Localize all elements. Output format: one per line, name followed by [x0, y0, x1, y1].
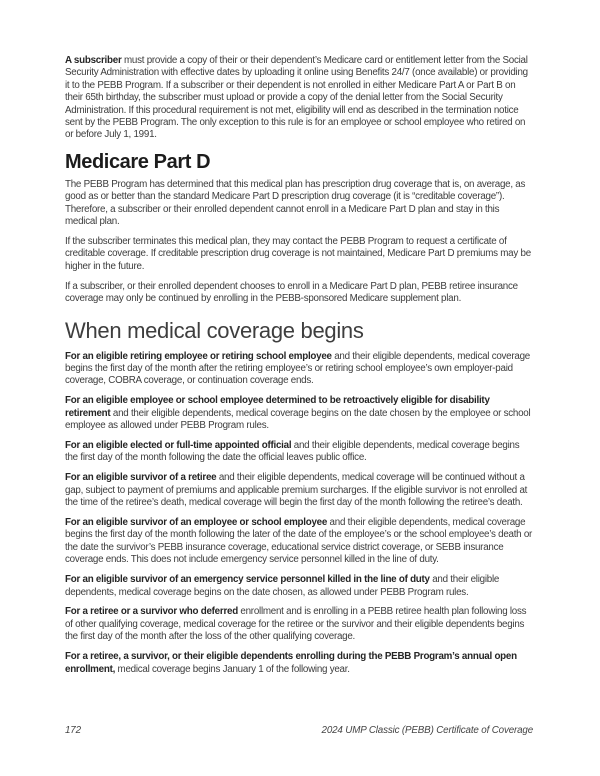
paragraph-bold-lead: For a retiree or a survivor who deferred [65, 606, 238, 618]
paragraph-text: and their eligible dependents, medical coverage will be continued without a gap, subject to payment of premiums and applicable premium surcharges. If the eligible survivor is not enrolled at the time of the retiree’s death, medical coverage will begin the first day of the month following the retiree’s death. [65, 472, 528, 509]
paragraph-bold-lead: For an eligible survivor of a retiree [65, 472, 217, 484]
body-paragraph [65, 440, 533, 465]
body-paragraph: If a subscriber, or their enrolled dependent chooses to enroll in a Medicare Part D plan, PEBB retiree insurance coverage may only be continued by enrolling in the PEBB-sponsored Medicare supplement plan. [65, 280, 518, 305]
intro-bold-lead: A subscriber [65, 55, 122, 66]
paragraph-bold-lead: For an eligible employee or school employee determined to be retroactively eligible for disability retirement [65, 395, 490, 419]
footer-doc-title: 2024 UMP Classic (PEBB) Certificate of Coverage [321, 725, 533, 736]
body-paragraph: If the subscriber terminates this medical plan, they may contact the PEBB Program to request a certificate of creditable coverage. If creditable prescription drug coverage is not maintained, Medicare Part D premiums may be higher in the future. [65, 235, 531, 272]
paragraph-text: medical coverage begins January 1 of the following year. [115, 663, 350, 675]
body-paragraph [65, 395, 533, 432]
paragraph-bold-lead: For an eligible survivor of an emergency service personnel killed in the line of duty [65, 574, 430, 586]
body-paragraph [65, 651, 533, 676]
intro-paragraph-text: must provide a copy of their or their dependent’s Medicare card or entitlement letter from the Social Security Administration with effective dates by uploading it online using Benefits 24/7 (once available) or providing it to the PEBB Program. If a subscriber or their dependent is not enrolled in either Medicare Part A or Part B on their 65th birthday, the subscriber must upload or provide a copy of the denial letter from the Social Security Administration. If this procedural requirement is not met, eligibility will end as described in the termination notice sent by the PEBB Program. The only exception to this rule is for an employee or school employee who retired on or before July 1, 1991. [65, 55, 528, 141]
page-footer [65, 725, 533, 736]
intro-paragraph [65, 55, 533, 142]
body-paragraph [65, 351, 533, 388]
paragraph-bold-lead: For an eligible survivor of an employee or school employee [65, 516, 328, 528]
body-paragraph [65, 606, 533, 643]
footer-page-number: 172 [65, 725, 81, 736]
body-paragraph: The PEBB Program has determined that this medical plan has prescription drug coverage that is, on average, as good as or better than the standard Medicare Part D prescription drug coverage (it is “creditable coverage”). Therefore, a subscriber or their enrolled dependent cannot enroll in a Medicare Part D plan and stay in this medical plan. [65, 178, 526, 228]
heading-when-medical-coverage-begins: When medical coverage begins [65, 317, 364, 343]
body-paragraph [65, 574, 533, 599]
paragraph-text: and their eligible dependents, medical coverage begins on the date chosen, as allowed under PEBB Program rules. [65, 574, 500, 598]
paragraph-bold-lead: For a retiree, a survivor, or their eligible dependents enrolling during the PEBB Program’s annual open enrollment, [65, 651, 517, 675]
body-paragraph [65, 472, 533, 509]
paragraph-text: and their eligible dependents, medical coverage begins on the date chosen by the employee or school employee as allowed under PEBB Program rules. [65, 407, 531, 432]
heading-medicare-part-d: Medicare Part D [65, 150, 211, 173]
paragraph-text: and their eligible dependents, medical coverage begins the first day of the month following the date the official leaves public office. [65, 439, 520, 464]
paragraph-text: and their eligible dependents, medical coverage begins the first day of the month after the retiring employee’s or retiring school employee’s own employer-paid coverage, COBRA coverage, or continuation coverage ends. [65, 350, 530, 387]
paragraph-text: and their eligible dependents, medical coverage begins the first day of the month following the later of the date of the employee’s or the school employee’s death or the date the survivor’s PEBB insurance coverage, educational service district coverage, or SEBB insurance coverage ends. This does not include emergency service personnel killed in the line of duty. [65, 516, 533, 566]
body-paragraph [65, 517, 533, 567]
paragraph-bold-lead: For an eligible retiring employee or retiring school employee [65, 350, 332, 362]
paragraph-bold-lead: For an eligible elected or full-time appointed official [65, 439, 292, 451]
paragraph-text: enrollment and is enrolling in a PEBB retiree health plan following loss of other qualifying coverage, medical coverage for the retiree or the survivor and their eligible dependents begins the first day of the month after the loss of the other qualifying coverage. [65, 606, 527, 643]
